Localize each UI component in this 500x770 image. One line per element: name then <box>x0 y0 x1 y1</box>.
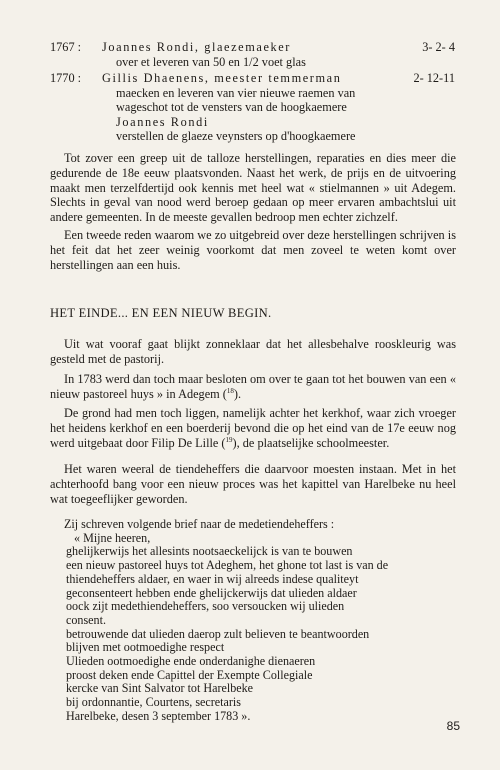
paragraph-second-reason: Een tweede reden waarom we zo uitgebreid over deze herstellingen schrijven is het feit dat het zeer weinig voorkomt dat men zoveel te weten komt over herstellingen aan een huis. <box>50 228 456 272</box>
entry-description: verstellen de glaeze veynsters op d'hoogkaemere <box>116 129 356 144</box>
letter-line: ghelijkerwijs het allesints nootsaeckelijck is van te bouwen <box>66 544 353 559</box>
letter-line: « Mijne heeren, <box>74 530 151 545</box>
entry-craftsman: Gillis Dhaenens, meester temmerman <box>102 71 342 85</box>
letter-line: bij ordonnantie, Courtens, secretaris <box>66 695 241 710</box>
footnote-reference: 18 <box>226 386 234 395</box>
letter-line: betrouwende dat ulieden daerop zult believen te beantwoorden <box>66 626 370 641</box>
paragraph-text: ). <box>233 386 242 401</box>
entry-description: wageschot tot de vensters van de hoogkaemere <box>116 100 347 115</box>
paragraph-summary: Tot zover een greep uit de talloze herstellingen, reparaties en dies meer die gedurende de 18e eeuw plaatsvonden. Naast het werk, de prijs en de uitvoering maakt men terzelfdertijd ook kennis met heel wat « stielmannen » uit Adegem. Slechts in geval van nood werd beroep gedaan op meer ervaren ambachtslui uit andere gemeenten. In de meeste gevallen bedroop men echter zichzelf. <box>50 151 456 225</box>
entry-year: 1767 : <box>50 40 82 54</box>
paragraph-conclusion: Uit wat vooraf gaat blijkt zonneklaar dat het allesbehalve rooskleurig was gesteld met de pastorij. <box>50 337 456 366</box>
letter-intro: Zij schreven volgende brief naar de medetiendeheffers : <box>64 517 335 531</box>
letter-line: blijven met ootmoedighe respect <box>66 640 225 655</box>
entry-amount: 3- 2- 4 <box>422 40 455 54</box>
entry-body <box>102 71 455 144</box>
letter-line: Harelbeke, desen 3 september 1783 ». <box>66 708 251 723</box>
paragraph-text: ), de plaatselijke schoolmeester. <box>232 435 390 450</box>
footnote-reference: 19 <box>225 435 233 444</box>
letter-line: geconsenteert hebben ende ghelijckerwijs dat ulieden aldaer <box>66 585 357 600</box>
entry-description: over et leveren van 50 en 1/2 voet glas <box>116 54 306 69</box>
letter-line: een nieuw pastoreel huys tot Adeghem, het ghone tot last is van de <box>66 558 389 573</box>
entry-craftsman-secondary: Joannes Rondi <box>116 114 209 129</box>
entry-amount: 2- 12-11 <box>413 71 455 85</box>
account-entry-1770 <box>50 71 455 147</box>
paragraph-text: De grond had men toch liggen, namelijk achter het kerkhof, waar zich vroeger het heidens kerkhof en een boerderij bevond die op het eind van de 17e eeuw nog werd uitgebaat door Filip De Lille ( <box>50 406 456 450</box>
section-heading: HET EINDE... EN EEN NIEUW BEGIN. <box>50 306 272 320</box>
paragraph-tithe-holders: Het waren weeral de tiendeheffers die daarvoor moesten instaan. Met in het achterhoofd bang voor een nieuw proces was het kapittel van Harelbeke nu heel wat toegeeflijker geworden. <box>50 462 456 506</box>
account-entry-1767 <box>50 40 455 70</box>
paragraph-text: In 1783 werd dan toch maar besloten om over te gaan tot het bouwen van een « nieuw pastoreel huys » in Adegem ( <box>50 372 456 401</box>
letter-line: thiendeheffers aldaer, en waer in wij alreeds indese qualiteyt <box>66 571 359 586</box>
letter-line: Ulieden ootmoedighe ende onderdanighe dienaeren <box>66 654 316 669</box>
paragraph-1783-decision <box>50 372 456 402</box>
entry-year: 1770 : <box>50 71 82 85</box>
entry-description: maecken en leveren van vier nieuwe raemen van <box>116 85 356 100</box>
page-number: 85 <box>446 719 460 733</box>
letter-line: proost deken ende Capittel der Exempte Collegiale <box>66 667 313 682</box>
letter-line: kercke van Sint Salvator tot Harelbeke <box>66 681 254 696</box>
quoted-letter <box>66 518 456 724</box>
entry-body <box>102 40 455 69</box>
paragraph-land <box>50 406 456 450</box>
entry-craftsman: Joannes Rondi, glaezemaeker <box>102 40 291 54</box>
letter-line: consent. <box>66 612 106 627</box>
letter-line: oock zijt medethiendeheffers, soo versoucken wij ulieden <box>66 599 345 614</box>
